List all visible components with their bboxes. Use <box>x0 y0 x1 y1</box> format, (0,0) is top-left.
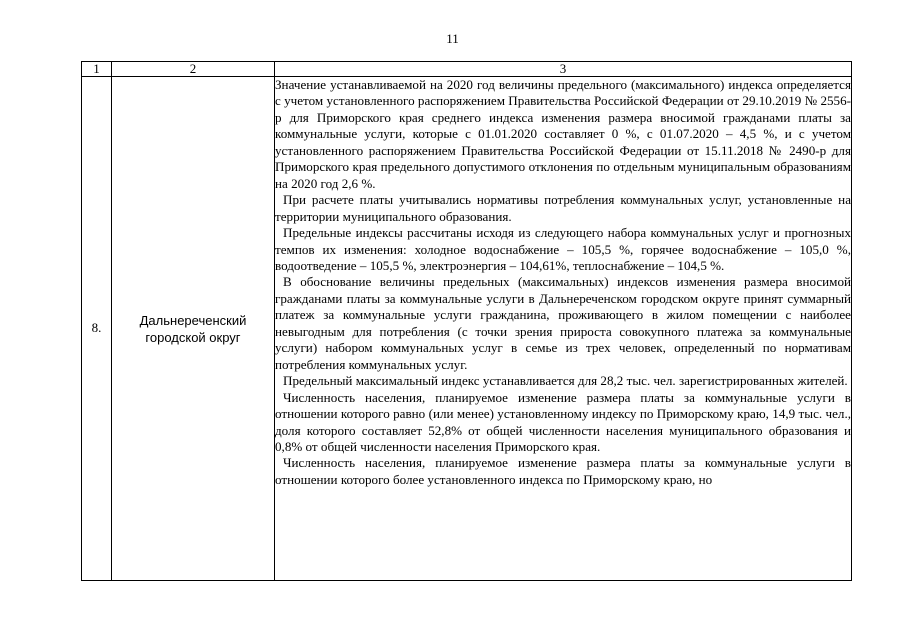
paragraph-consumption-norms: При расчете платы учитывались нормативы потребления коммунальных услуг, установленные на территории муниципального образования. <box>275 192 851 224</box>
column-header-2: 2 <box>112 62 275 77</box>
table-header-row <box>82 62 852 77</box>
table-row <box>82 77 852 581</box>
paragraph-population-above-index: Численность населения, планируемое изменение размера платы за коммунальные услуги в отношении которого более установленного индекса по Приморскому краю, но <box>275 455 851 487</box>
description-cell <box>275 77 852 581</box>
district-name: Дальнереченский городской округ <box>112 77 275 581</box>
page-number: 11 <box>446 31 459 46</box>
document-table <box>81 61 852 581</box>
paragraph-service-rates: Предельные индексы рассчитаны исходя из следующего набора коммунальных услуг и прогнозных темпов их изменения: холодное водоснабжение – 105,5 %, горячее водоснабжение – 105,0 %, водоотведение – 105,5 %, электроэнергия – 104,61%, теплоснабжение – 104,5 %. <box>275 225 851 273</box>
column-header-3: 3 <box>275 62 852 77</box>
paragraph-index-basis: Значение устанавливаемой на 2020 год величины предельного (максимального) индекса определяется с учетом установленного распоряжением Правительства Российской Федерации от 29.10.2019 № 2556-р для Приморского края среднего индекса изменения размера вносимой гражданами платы за коммунальные услуги, которые с 01.01.2020 составляет 0 %, с 01.07.2020 – 4,5 %, и с учетом установленного распоряжением Правительства Российской Федерации от 15.11.2018 № 2490-р для Приморского края предельного допустимого отклонения по отдельным муниципальным образованиям на 2020 год 2,6 %. <box>275 77 851 191</box>
paragraph-justification: В обоснование величины предельных (максимальных) индексов изменения размера вносимой гражданами платы за коммунальные услуги в Дальнереченском городском округе принят суммарный платеж за коммунальные услуги гражданина, проживающего в жилом помещении с наиболее невыгодным для потребления (с точки зрения прироста совокупного платежа за коммунальные услуги) набором коммунальных услуг в семье из трех человек, определенный по нормативам потребления коммунальных услуг. <box>275 274 851 372</box>
paragraph-registered-residents: Предельный максимальный индекс устанавливается для 28,2 тыс. чел. зарегистрированных жителей. <box>283 373 848 389</box>
paragraph-population-within-index: Численность населения, планируемое изменение размера платы за коммунальные услуги в отношении которого равно (или менее) установленному индексу по Приморскому краю, 14,9 тыс. чел., доля которого составляет 52,8% от общей численности населения муниципального образования и 0,8% от общей численности населения Приморского края. <box>275 389 851 454</box>
column-header-1: 1 <box>82 62 112 77</box>
row-number: 8. <box>82 77 112 581</box>
